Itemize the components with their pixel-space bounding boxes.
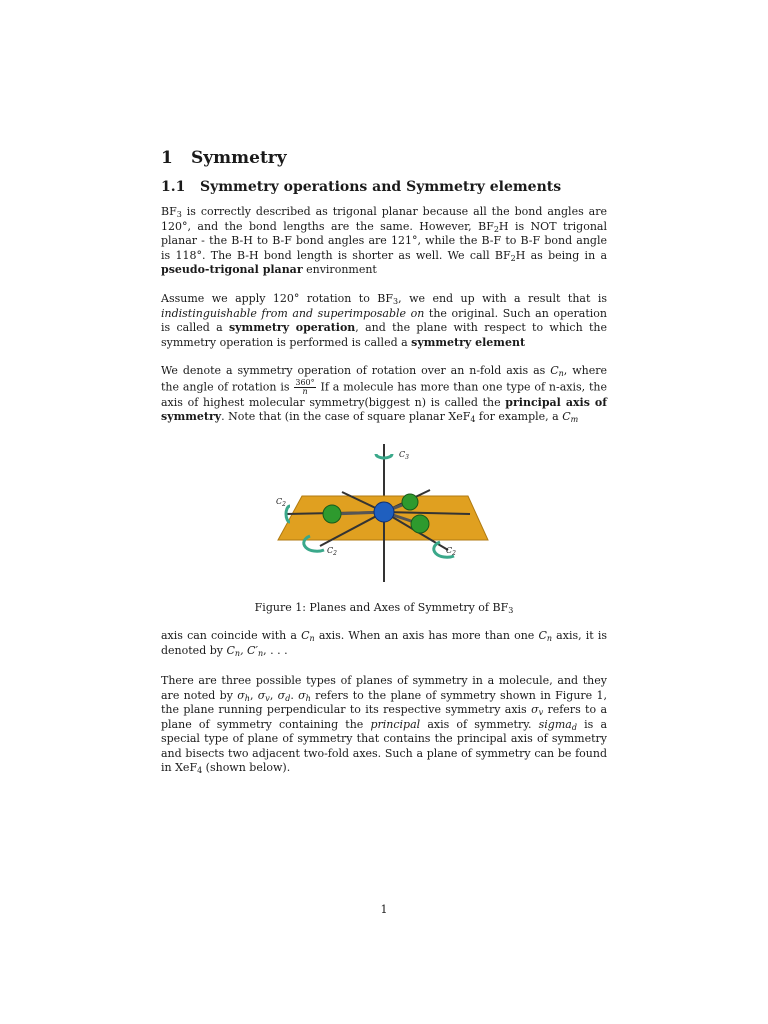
fluorine-atom-front (411, 515, 429, 533)
paragraph-bf3-description: $BF_3$ is correctly described as trigonal planar because all the bond angles are 120°, and the bond lengths are the same. However, $BF_2H$ is NOT trigonal planar - the B-H to B-F bond angles are 121°, while the B-F to B-F bond angle is 118°. The B-H bond length is shorter as well. We call $BF_2H$ as being in a pseudo-trigonal planar environment (161, 205, 608, 276)
label-c2-front-right: $C_2$ (446, 546, 456, 557)
label-c2-front-left: $C_2$ (327, 546, 337, 557)
figure-caption: Figure 1: Planes and Axes of Symmetry of $BF_3$ (254, 601, 514, 615)
label-c2-left: $C_2$ (276, 497, 286, 508)
page-number: 1 (380, 903, 388, 916)
subsection-title (161, 179, 561, 195)
paragraph-symmetry-operation: Assume we apply 120° rotation to $BF_3$, we end up with a result that is indistinguishable from and superimposable on the original. Such an operation is called a symmetry operation, and the plane with respect to which the symmetry operation is performed is called a symmetry element (161, 292, 607, 349)
paragraph-axis-coincide: axis can coincide with a $C_n$ axis. When an axis has more than one $C_n$ axis, it is denoted by $C_n$, $C'_n$, . . . (161, 629, 607, 658)
section-title-text: Symmetry (191, 148, 287, 168)
paragraph-rotation-axis: We denote a symmetry operation of rotation over an n-fold axis as $C_n$, where the angle of rotation is $\frac{360^\circ}{n}$ If a molecule has more than one type of n-axis, the axis of highest molecular symmetry(biggest n) is called the principal axis of symmetry. Note that (in the case of square planar XeF$_4$ for example, a $C_m$ (161, 364, 608, 424)
fraction-360-over-n: $\frac{360^\circ}{n}$ (295, 377, 315, 396)
term-symmetry-element: symmetry element (411, 335, 526, 349)
label-c3-top: $C_3$ (399, 450, 409, 461)
paragraph-planes-of-symmetry: There are three possible types of planes of symmetry in a molecule, and they are noted by $\sigma_h$, $\sigma_v$, $\sigma_d$. $\sigma_h$ refers to the plane of symmetry shown in Figure 1, the plane running perpendicular to its respective symmetry axis $\sigma_v$ refers to a plane of symmetry containing the principal axis of symmetry. sigma$_d$ is a special type of plane of symmetry that contains the principal axis of symmetry and bisects two adjacent two-fold axes. Such a plane of symmetry can be found in XeF$_4$ (shown below). (161, 674, 608, 775)
term-principal-axis: principal axis of symmetry (161, 395, 608, 423)
bf3-symmetry-figure (272, 440, 496, 590)
section-title (161, 148, 287, 168)
section-number: 1 (161, 148, 173, 168)
subsection-number: 1.1 (161, 179, 186, 195)
term-symmetry-operation: symmetry operation (228, 321, 356, 334)
boron-atom (374, 502, 394, 522)
subsection-title-text: Symmetry operations and Symmetry elements (200, 179, 562, 195)
term-pseudo-trigonal-planar: pseudo-trigonal planar (161, 263, 303, 276)
fluorine-atom-back (402, 494, 418, 510)
fluorine-atom-left (323, 505, 341, 523)
